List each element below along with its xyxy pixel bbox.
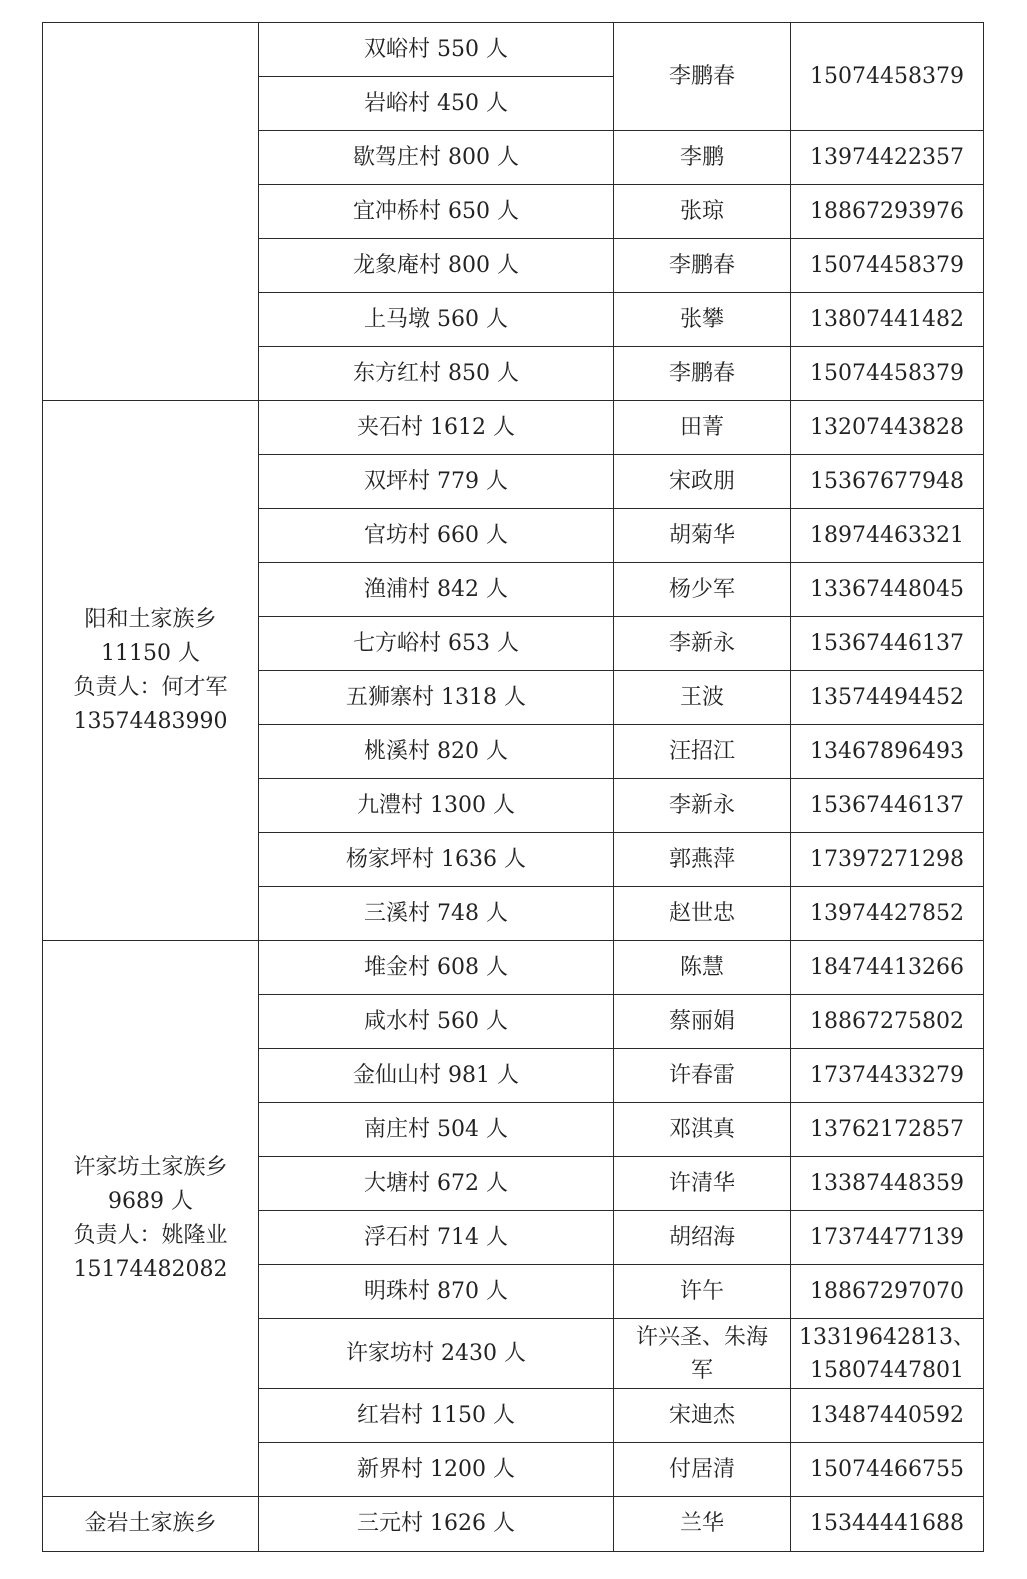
contact-cell: 张琼 [614,185,791,239]
contact-cell: 胡绍海 [614,1211,791,1265]
contact-cell: 蔡丽娟 [614,995,791,1049]
village-cell: 许家坊村 2430 人 [259,1319,614,1389]
phone-cell: 15074458379 [791,347,984,401]
contact-cell: 赵世忠 [614,887,791,941]
table-row [43,941,984,995]
phone-cell: 17397271298 [791,833,984,887]
village-cell: 桃溪村 820 人 [259,725,614,779]
village-cell: 岩峪村 450 人 [259,77,614,131]
contact-cell: 付居清 [614,1443,791,1497]
contact-cell: 兰华 [614,1497,791,1552]
contact-cell: 李鹏 [614,131,791,185]
village-cell: 三溪村 748 人 [259,887,614,941]
table-row [43,1497,984,1552]
contact-cell: 李新永 [614,617,791,671]
contact-cell: 胡菊华 [614,509,791,563]
village-cell: 金仙山村 981 人 [259,1049,614,1103]
phone-cell: 15367446137 [791,617,984,671]
town-leader: 负责人：何才军 [73,674,228,700]
phone-cell: 15074458379 [791,239,984,293]
phone-line: 13319642813、 [799,1324,975,1350]
contact-cell: 张攀 [614,293,791,347]
town-population: 9689 人 [108,1188,193,1214]
phone-cell: 17374433279 [791,1049,984,1103]
phone-cell: 18474413266 [791,941,984,995]
village-cell: 南庄村 504 人 [259,1103,614,1157]
phone-cell: 13207443828 [791,401,984,455]
contact-cell: 郭燕萍 [614,833,791,887]
village-cell: 歇驾庄村 800 人 [259,131,614,185]
phone-cell: 13387448359 [791,1157,984,1211]
contact-cell: 李鹏春 [614,239,791,293]
village-cell: 咸水村 560 人 [259,995,614,1049]
contact-line: 许兴圣、朱海 [635,1324,768,1350]
contact-line: 军 [690,1357,713,1383]
village-cell: 堆金村 608 人 [259,941,614,995]
village-contact-table [42,22,984,1552]
phone-cell: 15074466755 [791,1443,984,1497]
phone-cell: 13467896493 [791,725,984,779]
village-cell: 龙象庵村 800 人 [259,239,614,293]
village-cell: 红岩村 1150 人 [259,1389,614,1443]
phone-cell: 18974463321 [791,509,984,563]
village-cell: 五狮寨村 1318 人 [259,671,614,725]
town-phone: 15174482082 [73,1256,228,1282]
phone-cell: 18867297070 [791,1265,984,1319]
village-cell: 双峪村 550 人 [259,23,614,77]
phone-cell: 13974427852 [791,887,984,941]
town-phone: 13574483990 [73,708,228,734]
table-row [43,23,984,77]
phone-cell: 17374477139 [791,1211,984,1265]
contact-cell: 汪招江 [614,725,791,779]
town-cell-jinyan: 金岩土家族乡 [43,1497,259,1552]
phone-cell: 15344441688 [791,1497,984,1552]
phone-line: 15807447801 [810,1357,964,1383]
phone-cell: 13974422357 [791,131,984,185]
contact-cell: 邓淇真 [614,1103,791,1157]
phone-cell: 13574494452 [791,671,984,725]
village-cell: 东方红村 850 人 [259,347,614,401]
village-cell: 官坊村 660 人 [259,509,614,563]
village-cell: 明珠村 870 人 [259,1265,614,1319]
village-cell: 浮石村 714 人 [259,1211,614,1265]
village-cell: 九澧村 1300 人 [259,779,614,833]
contact-cell: 李鹏春 [614,23,791,131]
contact-cell: 许清华 [614,1157,791,1211]
village-cell: 新界村 1200 人 [259,1443,614,1497]
village-cell: 七方峪村 653 人 [259,617,614,671]
town-population: 11150 人 [101,640,200,666]
contact-cell: 田菁 [614,401,791,455]
phone-cell: 15367677948 [791,455,984,509]
town-name: 阳和土家族乡 [84,606,217,632]
town-cell-empty [43,23,259,401]
phone-cell: 18867293976 [791,185,984,239]
phone-cell: 13487440592 [791,1389,984,1443]
village-cell: 三元村 1626 人 [259,1497,614,1552]
contact-cell: 李新永 [614,779,791,833]
town-leader: 负责人：姚隆业 [73,1222,228,1248]
phone-cell: 15074458379 [791,23,984,131]
town-name: 许家坊土家族乡 [73,1154,228,1180]
contact-cell: 许午 [614,1265,791,1319]
village-cell: 渔浦村 842 人 [259,563,614,617]
phone-cell: 15367446137 [791,779,984,833]
contact-cell: 李鹏春 [614,347,791,401]
contact-cell: 许春雷 [614,1049,791,1103]
village-cell: 杨家坪村 1636 人 [259,833,614,887]
town-cell-xujiafang [43,941,259,1497]
phone-cell [791,1319,984,1389]
contact-cell: 宋政朋 [614,455,791,509]
village-cell: 上马墩 560 人 [259,293,614,347]
phone-cell: 13807441482 [791,293,984,347]
town-cell-yanghe [43,401,259,941]
phone-cell: 13367448045 [791,563,984,617]
contact-cell: 王波 [614,671,791,725]
phone-cell: 18867275802 [791,995,984,1049]
contact-cell [614,1319,791,1389]
contact-cell: 宋迪杰 [614,1389,791,1443]
village-cell: 宜冲桥村 650 人 [259,185,614,239]
village-cell: 大塘村 672 人 [259,1157,614,1211]
contact-cell: 陈慧 [614,941,791,995]
village-cell: 双坪村 779 人 [259,455,614,509]
contact-cell: 杨少军 [614,563,791,617]
village-cell: 夹石村 1612 人 [259,401,614,455]
phone-cell: 13762172857 [791,1103,984,1157]
table-row [43,401,984,455]
